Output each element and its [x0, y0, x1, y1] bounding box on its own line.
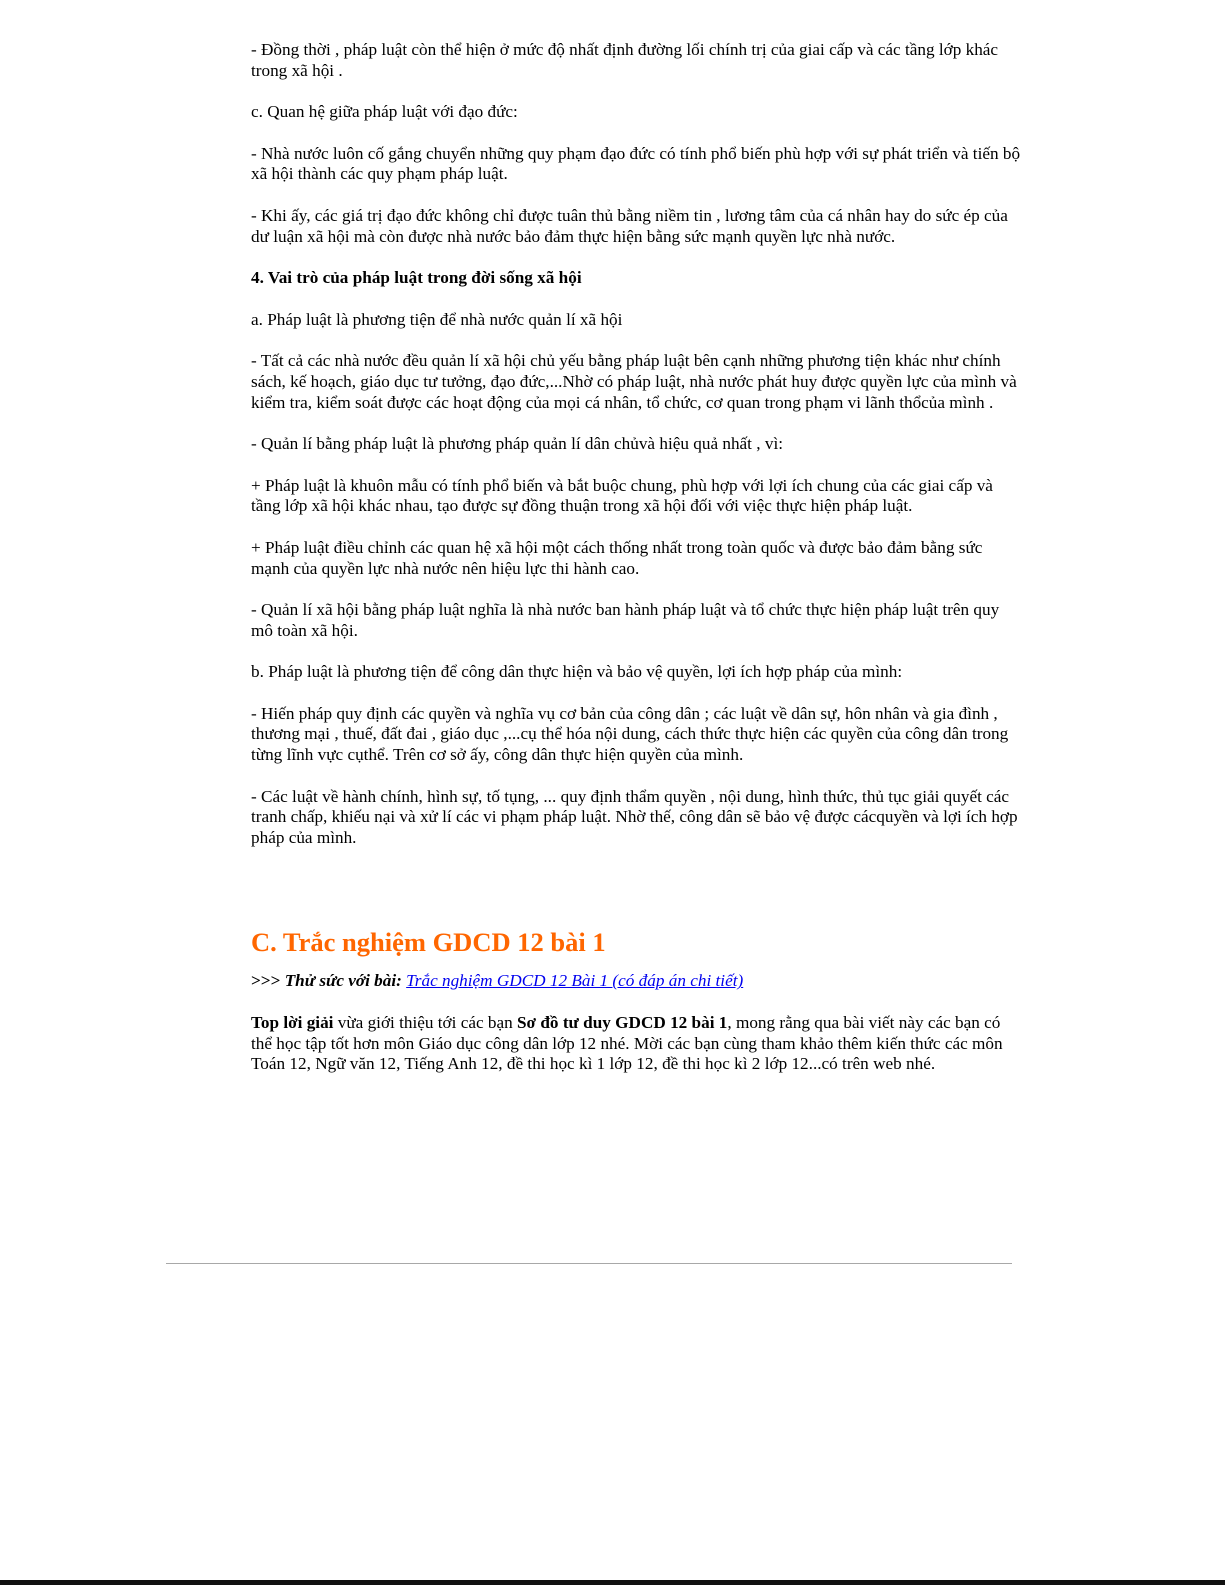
practice-label: Thử sức với bài: — [284, 971, 402, 991]
section-title: C. Trắc nghiệm GDCD 12 bài 1 — [251, 927, 606, 958]
subheading: 4. Vai trò của pháp luật trong đời sống xã hội — [251, 268, 582, 288]
paragraph: - Các luật về hành chính, hình sự, tố tụng, ... quy định thẩm quyền , nội dung, hình thức, thủ tục giải quyết các tranh chấp, khiếu nại và xử lí các vi phạm pháp luật. Nhờ thế, công dân sẽ bảo vệ được cácquyền và lợi ích hợp pháp của mình. — [251, 786, 1018, 847]
paragraph: - Khi ấy, các giá trị đạo đức không chỉ được tuân thủ bằng niềm tin , lương tâm của cá nhân hay do sức ép của dư luận xã hội mà còn được nhà nước bảo đảm thực hiện bằng sức mạnh quyền lực nhà nước. — [251, 205, 1008, 246]
paragraph: - Tất cả các nhà nước đều quản lí xã hội chủ yếu bằng pháp luật bên cạnh những phương tiện khác như chính sách, kế hoạch, giáo dục tư tưởng, đạo đức,...Nhờ có pháp luật, nhà nước phát huy được quyền lực của mình và kiểm tra, kiểm soát được các hoạt động của mọi cá nhân, tổ chức, cơ quan trong phạm vi lãnh thổcủa mình . — [251, 351, 1017, 412]
paragraph: - Nhà nước luôn cố gắng chuyển những quy phạm đạo đức có tính phổ biến phù hợp với sự phát triển và tiến bộ xã hội thành các quy phạm pháp luật. — [251, 143, 1021, 184]
closing-brand: Top lời giải — [251, 1013, 334, 1033]
practice-line — [251, 971, 1021, 992]
paragraph: c. Quan hệ giữa pháp luật với đạo đức: — [251, 102, 518, 122]
paragraph: - Quản lí xã hội bằng pháp luật nghĩa là nhà nước ban hành pháp luật và tổ chức thực hiện pháp luật trên quy mô toàn xã hội. — [251, 600, 1000, 640]
paragraph: + Pháp luật điều chỉnh các quan hệ xã hội một cách thống nhất trong toàn quốc và được bảo đảm bằng sức mạnh của quyền lực nhà nước nên hiệu lực thi hành cao. — [251, 537, 983, 578]
closing-topic: Sơ đồ tư duy GDCD 12 bài 1 — [517, 1013, 728, 1033]
paragraph: b. Pháp luật là phương tiện để công dân thực hiện và bảo vệ quyền, lợi ích hợp pháp của mình: — [251, 662, 903, 682]
closing-paragraph — [251, 1013, 1021, 1075]
practice-link[interactable]: Trắc nghiệm GDCD 12 Bài 1 (có đáp án chi tiết) — [406, 971, 744, 991]
document-body — [251, 40, 1021, 1096]
paragraph: a. Pháp luật là phương tiện để nhà nước quản lí xã hội — [251, 309, 623, 329]
page-bottom-edge — [0, 1580, 1225, 1585]
paragraph: - Đồng thời , pháp luật còn thể hiện ở mức độ nhất định đường lối chính trị của giai cấp và các tầng lớp khác trong xã hội . — [251, 40, 999, 80]
paragraph: - Quản lí bằng pháp luật là phương pháp quản lí dân chủvà hiệu quả nhất , vì: — [251, 434, 783, 454]
practice-prefix: >>> — [251, 971, 285, 991]
footer-divider — [166, 1263, 1012, 1264]
paragraph: + Pháp luật là khuôn mẫu có tính phổ biến và bắt buộc chung, phù hợp với lợi ích chung của các giai cấp và tầng lớp xã hội khác nhau, tạo được sự đồng thuận trong xã hội đối với việc thực hiện pháp luật. — [251, 475, 993, 516]
closing-text-2: , mong rằng qua bài viết này các bạn có thể học tập tốt hơn môn Giáo dục công dân lớp 12 nhé. Mời các bạn cùng tham khảo thêm kiến thức các môn Toán 12, Ngữ văn 12, Tiếng Anh 12, đề thi học kì 1 lớp 12, đề thi học kì 2 lớp 12...có trên web nhé. — [251, 1013, 1003, 1074]
paragraph-list — [251, 40, 1021, 848]
closing-text-1: vừa giới thiệu tới các bạn — [333, 1013, 517, 1033]
paragraph: - Hiến pháp quy định các quyền và nghĩa vụ cơ bản của công dân ; các luật về dân sự, hôn nhân và gia đình , thương mại , thuế, đất đai , giáo dục ,...cụ thể hóa nội dung, cách thức thực hiện các quyền của công dân trong từng lĩnh vực cụthể. Trên cơ sở ấy, công dân thực hiện quyền của mình. — [251, 703, 1009, 765]
